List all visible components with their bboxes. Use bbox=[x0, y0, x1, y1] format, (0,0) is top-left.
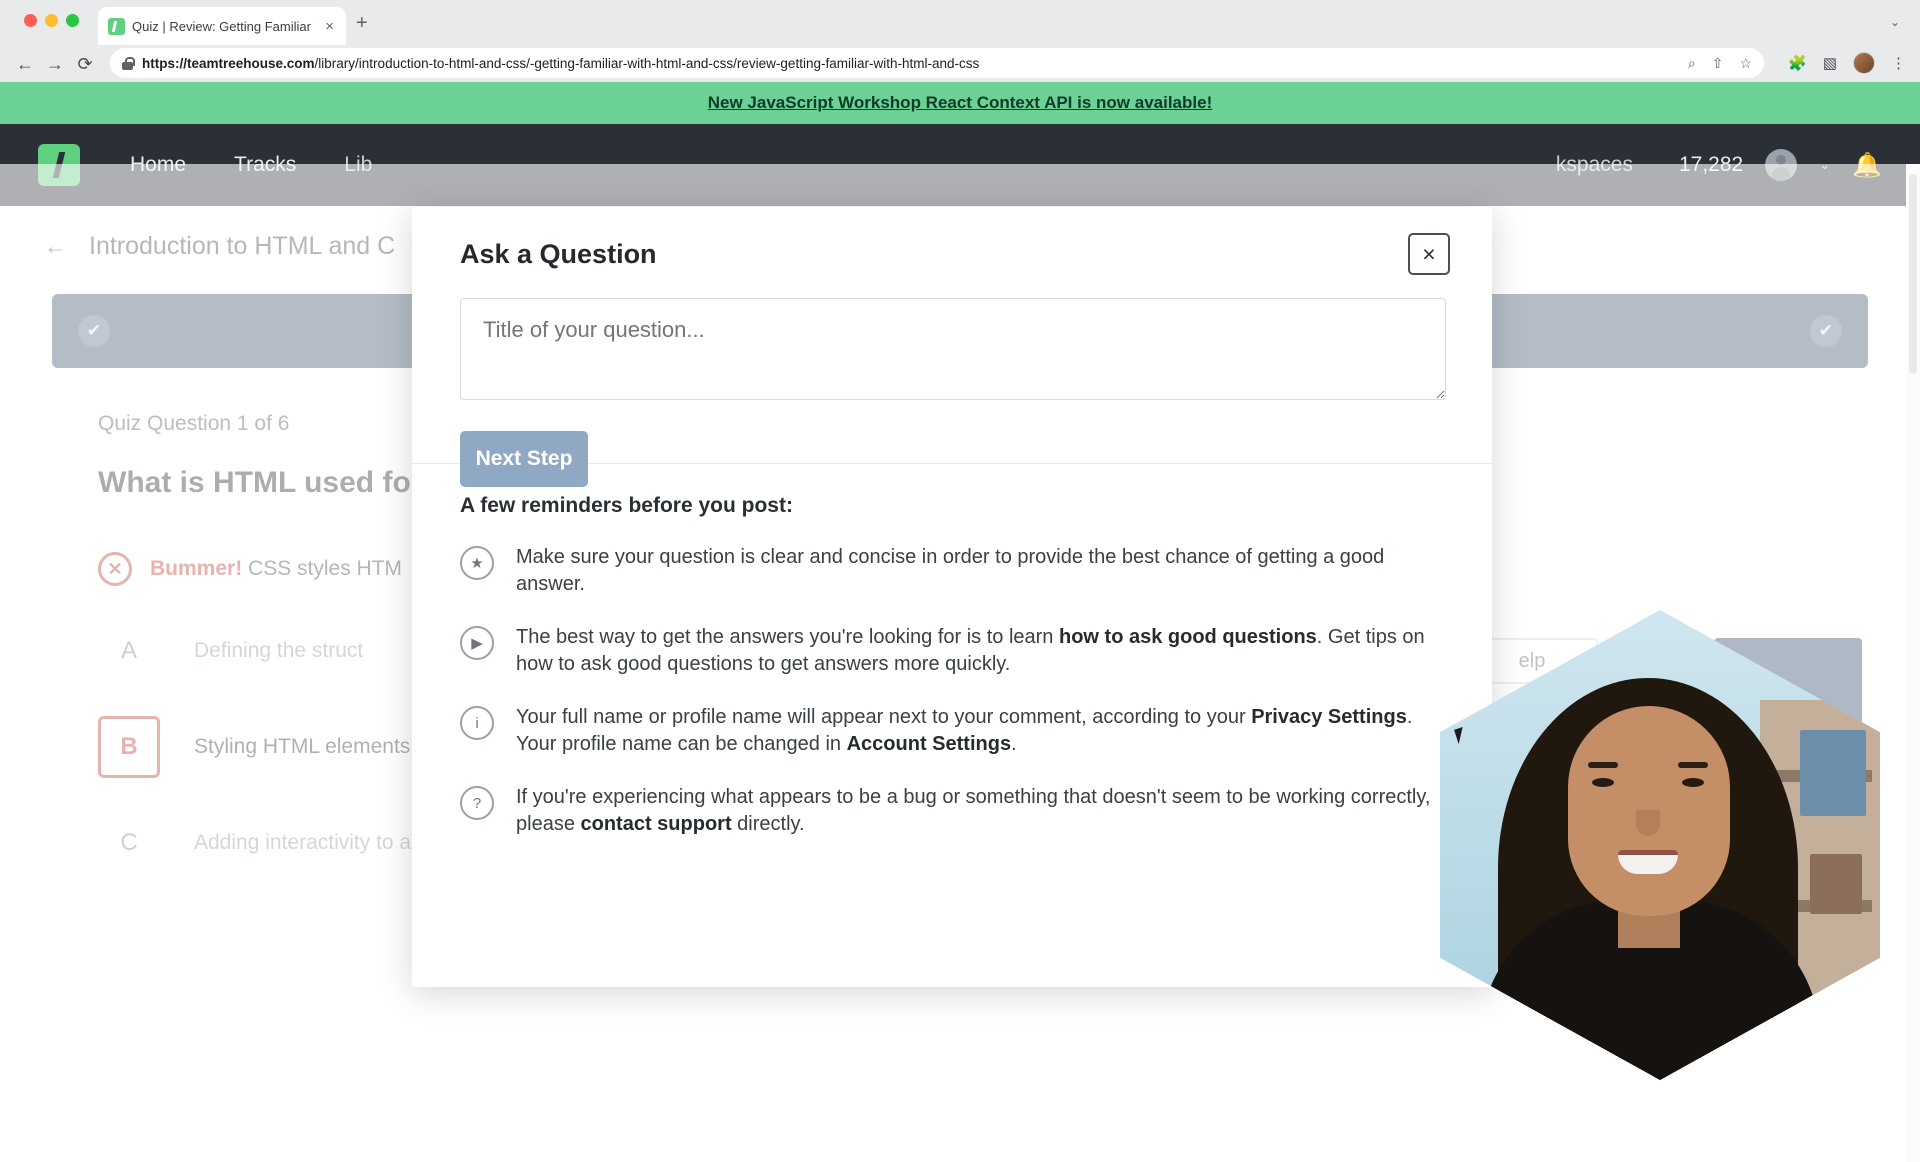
presenter-mouth bbox=[1618, 850, 1678, 874]
next-step-button[interactable]: Next Step bbox=[460, 431, 588, 487]
maximize-window-button[interactable] bbox=[66, 14, 79, 27]
question-title-input[interactable] bbox=[460, 298, 1446, 400]
books-decor bbox=[1800, 730, 1866, 816]
reminder-text bbox=[516, 544, 1436, 598]
star-icon: ★ bbox=[460, 546, 494, 580]
list-item bbox=[460, 704, 1444, 758]
url-path: /library/introduction-to-html-and-css/-getting-familiar-with-html-and-css/review-getting-familiar-with-html-and-css bbox=[314, 55, 980, 71]
books-decor bbox=[1810, 854, 1862, 914]
url-host: https://teamtreehouse.com bbox=[142, 55, 315, 71]
info-icon: i bbox=[460, 706, 494, 740]
reminder-text bbox=[516, 784, 1436, 838]
list-item bbox=[460, 624, 1444, 678]
account-settings-link[interactable]: Account Settings bbox=[846, 733, 1012, 755]
minimize-window-button[interactable] bbox=[45, 14, 58, 27]
reminder-part: Make sure your question is clear and concise in order to provide the best chance of getting a good answer. bbox=[516, 546, 1385, 595]
list-item bbox=[460, 784, 1444, 838]
modal-header bbox=[412, 207, 1492, 470]
close-window-button[interactable] bbox=[24, 14, 37, 27]
list-item bbox=[460, 544, 1444, 598]
browser-tabstrip bbox=[0, 0, 1920, 45]
privacy-settings-link[interactable]: Privacy Settings bbox=[1251, 706, 1407, 728]
play-icon: ▶ bbox=[460, 626, 494, 660]
reminder-part: The best way to get the answers you're looking for is to learn bbox=[516, 626, 1059, 648]
close-icon[interactable]: × bbox=[325, 17, 334, 35]
new-tab-button[interactable]: + bbox=[356, 12, 368, 34]
avatar[interactable] bbox=[1853, 52, 1875, 74]
reminder-part: . Your profile name can be changed in bbox=[516, 706, 1413, 755]
forward-button[interactable]: → bbox=[46, 53, 64, 74]
reminders-heading: A few reminders before you post: bbox=[460, 494, 793, 517]
chevron-down-icon[interactable]: ⌄ bbox=[1889, 15, 1900, 29]
browser-toolbar bbox=[0, 45, 1920, 82]
page-content bbox=[0, 82, 1920, 1080]
browser-actions bbox=[1788, 48, 1906, 78]
promo-banner[interactable] bbox=[0, 82, 1920, 124]
reload-button[interactable]: ⟳ bbox=[77, 53, 93, 74]
url-text bbox=[142, 56, 1679, 71]
extensions-puzzle-icon[interactable]: 🧩 bbox=[1788, 54, 1807, 72]
window-controls[interactable] bbox=[24, 14, 79, 27]
reminder-part: If you're experiencing what appears to be a bug or something that doesn't seem to be working correctly, please bbox=[516, 786, 1431, 835]
reminder-part: . bbox=[1011, 733, 1017, 755]
browser-tab[interactable] bbox=[98, 7, 346, 45]
presenter-brow bbox=[1678, 762, 1708, 768]
presenter-eye bbox=[1592, 778, 1614, 787]
browser-chrome bbox=[0, 0, 1920, 82]
reminders-section bbox=[412, 464, 1492, 838]
share-icon[interactable]: ⇧ bbox=[1711, 55, 1724, 71]
promo-link[interactable]: New JavaScript Workshop React Context API is now available! bbox=[707, 93, 1213, 112]
reminders-list bbox=[460, 544, 1444, 838]
lock-icon bbox=[122, 57, 133, 70]
contact-support-link[interactable]: contact support bbox=[580, 813, 732, 835]
modal-title: Ask a Question bbox=[460, 239, 657, 269]
bookmark-star-icon[interactable]: ☆ bbox=[1739, 55, 1752, 71]
address-bar[interactable] bbox=[110, 48, 1764, 78]
reminder-part: Your full name or profile name will appear next to your comment, according to your bbox=[516, 706, 1252, 728]
tab-title: Quiz | Review: Getting Familiar bbox=[132, 18, 311, 34]
reminder-text bbox=[516, 624, 1436, 678]
browser-menu-icon[interactable]: ⋮ bbox=[1891, 54, 1906, 72]
presenter-eye bbox=[1682, 778, 1704, 787]
question-icon: ? bbox=[460, 786, 494, 820]
ask-a-question-modal bbox=[412, 207, 1492, 987]
ask-good-questions-link[interactable]: how to ask good questions bbox=[1059, 626, 1317, 648]
presenter-nose bbox=[1636, 810, 1660, 836]
reminder-part: . Get tips on how to ask good questions to get answers more quickly. bbox=[516, 626, 1425, 675]
side-panel-icon[interactable]: ▧ bbox=[1822, 54, 1837, 72]
presenter-brow bbox=[1588, 762, 1618, 768]
reminder-part: directly. bbox=[731, 813, 805, 835]
reminder-text bbox=[516, 704, 1436, 758]
zoom-icon[interactable]: ⌕ bbox=[1687, 55, 1696, 71]
treehouse-favicon bbox=[108, 18, 125, 35]
back-button[interactable]: ← bbox=[16, 53, 34, 74]
close-icon[interactable]: × bbox=[1408, 233, 1450, 275]
